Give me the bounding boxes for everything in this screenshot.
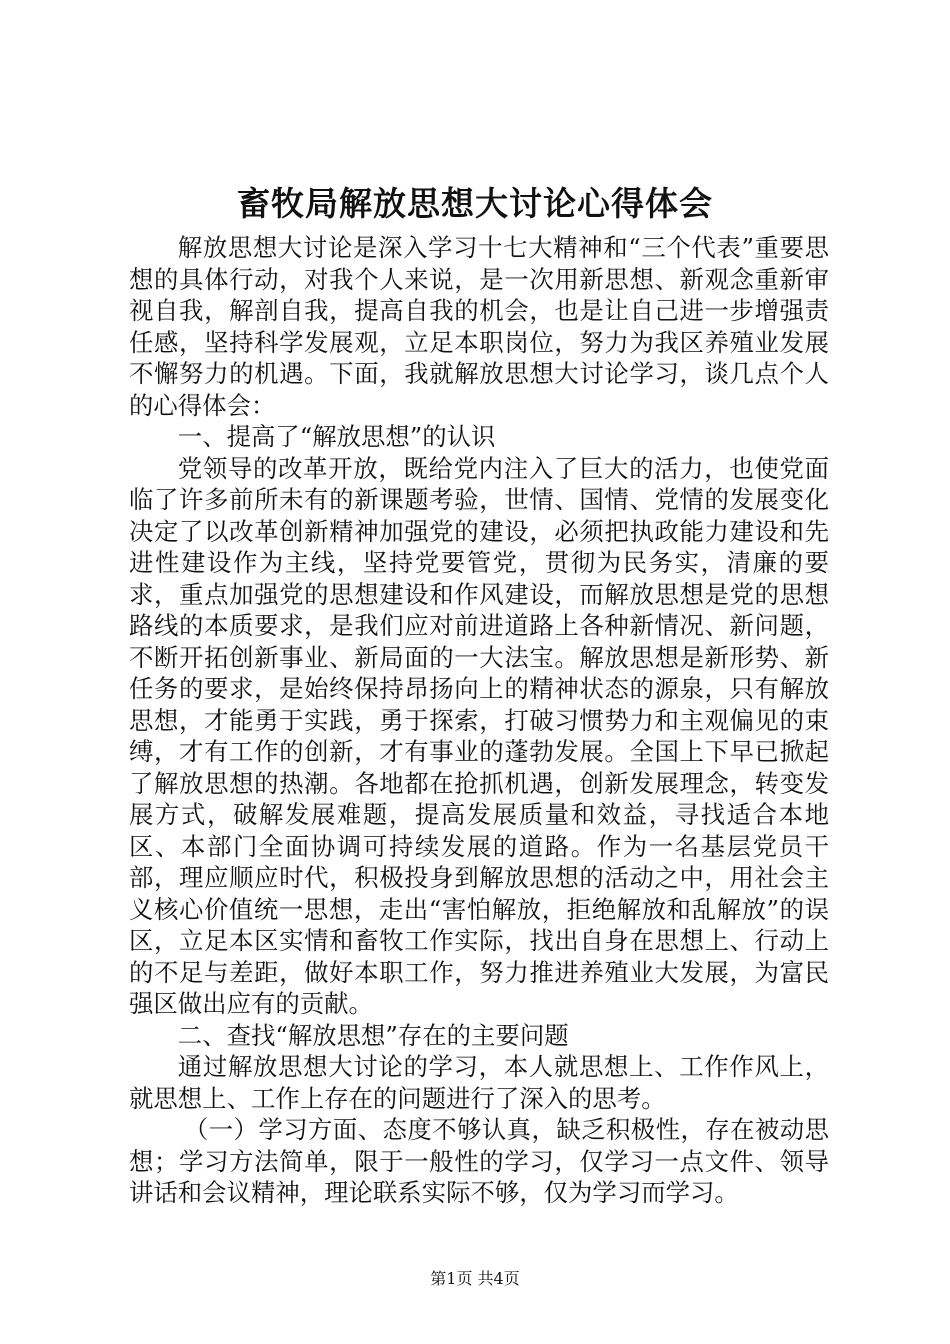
subsection-1-paragraph: （一）学习方面、态度不够认真，缺乏积极性，存在被动思想；学习方法简单，限于一般性的学习，仅学习一点文件、领导讲话和会议精神，理论联系实际不够，仅为学习而学习。: [129, 1115, 829, 1207]
document-title: 畜牧局解放思想大讨论心得体会: [237, 184, 713, 223]
document-body: [129, 232, 829, 1209]
section-1-paragraph: 党领导的改革开放，既给党内注入了巨大的活力，也使党面临了许多前所未有的新课题考验，世情、国情、党情的发展变化决定了以改革创新精神加强党的建设，必须把执政能力建设和先进性建设作为主线，坚持党要管党，贯彻为民务实，清廉的要求，重点加强党的思想建设和作风建设，而解放思想是党的思想路线的本质要求，是我们应对前进道路上各种新情况、新问题，不断开拓创新事业、新局面的一大法宝。解放思想是新形势、新任务的要求，是始终保持昂扬向上的精神状态的源泉，只有解放思想，才能勇于实践，勇于探索，打破习惯势力和主观偏见的束缚，才有工作的创新，才有事业的蓬勃发展。全国上下早已掀起了解放思想的热潮。各地都在抢抓机遇，创新发展理念，转变发展方式，破解发展难题，提高发展质量和效益，寻找适合本地区、本部门全面协调可持续发展的道路。作为一名基层党员干部，理应顺应时代，积极投身到解放思想的活动之中，用社会主义核心价值统一思想，走出“害怕解放，拒绝解放和乱解放”的误区，立足本区实情和畜牧工作实际，找出自身在思想上、行动上的不足与差距，做好本职工作，努力推进养殖业大发展，为富民强区做出应有的贡献。: [129, 453, 829, 1018]
intro-paragraph: 解放思想大讨论是深入学习十七大精神和“三个代表”重要思想的具体行动，对我个人来说，是一次用新思想、新观念重新审视自我，解剖自我，提高自我的机会，也是让自己进一步增强责任感，坚持科学发展观，立足本职岗位，努力为我区养殖业发展不懈努力的机遇。下面，我就解放思想大讨论学习，谈几点个人的心得体会：: [129, 233, 829, 420]
page-footer: 第1页 共4页: [430, 1269, 520, 1288]
section-heading-2: 二、查找“解放思想”存在的主要问题: [177, 1020, 569, 1050]
section-2-paragraph: 通过解放思想大讨论的学习，本人就思想上、工作作风上，就思想上、工作上存在的问题进行了深入的思考。: [129, 1052, 829, 1113]
section-heading-1: 一、提高了“解放思想”的认识: [177, 422, 496, 451]
